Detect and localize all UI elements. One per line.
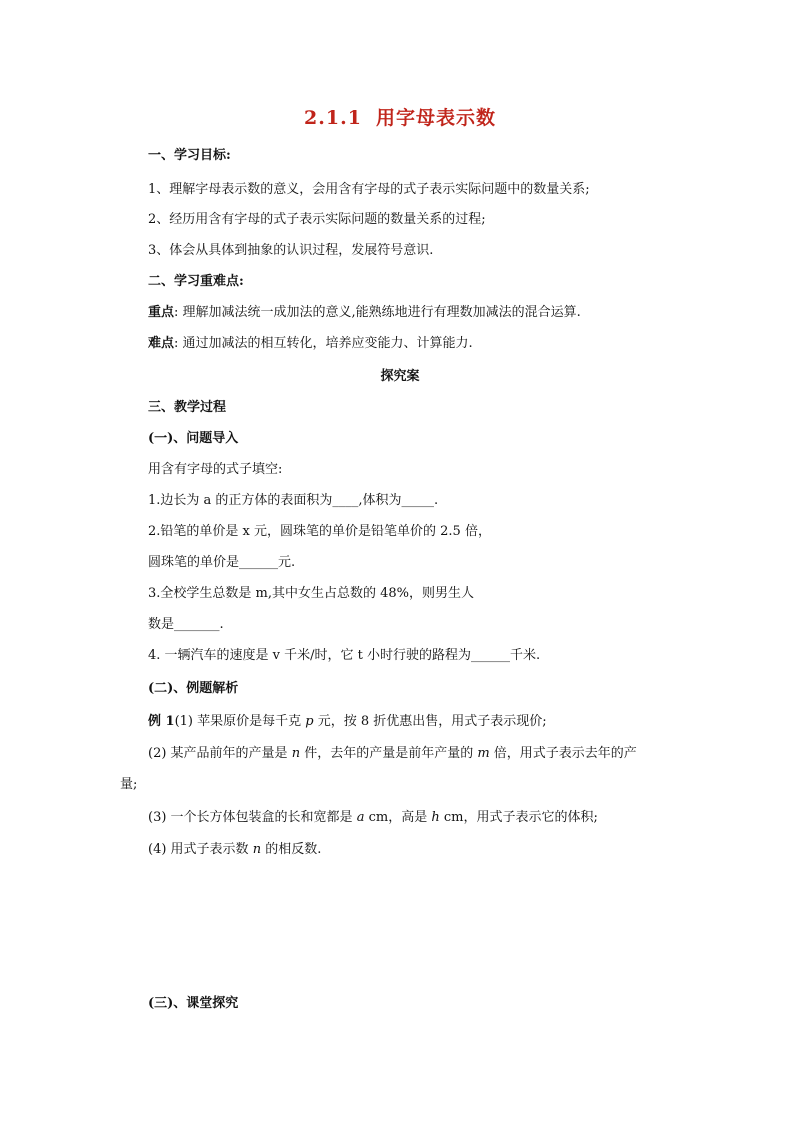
example-1-item-2 bbox=[148, 746, 637, 762]
explore-title: 探究案 bbox=[380, 369, 420, 384]
objective-3: 3、体会从具体到抽象的认识过程，发展符号意识. bbox=[148, 243, 434, 258]
difficult-point-text: : 通过加减法的相互转化，培养应变能力、计算能力. bbox=[174, 336, 473, 351]
example-2-var-n: n bbox=[291, 746, 301, 761]
example-1-text-b: 元，按 8 折优惠出售，用式子表示现价; bbox=[313, 714, 547, 729]
difficult-point-label: 难点 bbox=[148, 336, 175, 351]
key-point-text: : 理解加减法统一成加法的意义,能熟练地进行有理数加减法的混合运算. bbox=[174, 305, 581, 320]
section1-heading: 一、学习目标: bbox=[148, 148, 231, 163]
title-number: 2.1.1 bbox=[304, 107, 362, 129]
example-1-item-1 bbox=[148, 714, 547, 730]
question-3-line1: 3.全校学生总数是 m,其中女生占总数的 48%，则男生人 bbox=[148, 586, 475, 601]
objective-1: 1、理解字母表示数的意义，会用含有字母的式子表示实际问题中的数量关系; bbox=[148, 182, 590, 197]
example-3-text-a: (3) 一个长方体包装盒的长和宽都是 bbox=[148, 810, 357, 825]
section2-heading: 二、学习重难点: bbox=[148, 274, 244, 289]
example-3-var-a: a bbox=[356, 810, 365, 825]
example-4-text-a: (4) 用式子表示数 bbox=[148, 842, 253, 857]
example-4-text-b: 的相反数. bbox=[261, 842, 322, 857]
part1-intro: 用含有字母的式子填空: bbox=[148, 462, 283, 477]
question-4: 4. 一辆汽车的速度是 v 千米/时，它 t 小时行驶的路程为______千米. bbox=[148, 648, 541, 663]
question-1: 1.边长为 a 的正方体的表面积为____,体积为_____. bbox=[148, 493, 439, 508]
section3-heading: 三、教学过程 bbox=[148, 400, 227, 415]
example-3-text-c: cm，用式子表示它的体积; bbox=[439, 810, 598, 825]
example-1-item-4 bbox=[148, 842, 321, 858]
title-text: 用字母表示数 bbox=[375, 107, 496, 129]
part3-heading: (三)、课堂探究 bbox=[148, 996, 239, 1011]
example-3-text-b: cm，高是 bbox=[364, 810, 432, 825]
difficult-point bbox=[148, 336, 473, 352]
example-label: 例 1 bbox=[148, 714, 175, 729]
example-2-var-m: m bbox=[477, 746, 490, 761]
objective-2: 2、经历用含有字母的式子表示实际问题的数量关系的过程; bbox=[148, 212, 486, 227]
page-title bbox=[0, 107, 800, 129]
key-point bbox=[148, 305, 581, 321]
part1-heading: (一)、问题导入 bbox=[148, 431, 239, 446]
question-3-line2: 数是_______. bbox=[148, 617, 224, 632]
key-point-label: 重点 bbox=[148, 305, 175, 320]
example-4-var-n: n bbox=[252, 842, 262, 857]
question-2-line1: 2.铅笔的单价是 x 元，圆珠笔的单价是铅笔单价的 2.5 倍， bbox=[148, 524, 491, 539]
part2-heading: (二)、例题解析 bbox=[148, 681, 239, 696]
example-1-var-p: p bbox=[305, 714, 314, 729]
example-1-item-2-cont: 量; bbox=[120, 777, 138, 792]
example-2-text-b: 件，去年的产量是前年产量的 bbox=[300, 746, 478, 761]
example-2-text-a: (2) 某产品前年的产量是 bbox=[148, 746, 292, 761]
example-2-text-c: 倍，用式子表示去年的产 bbox=[489, 746, 637, 761]
question-2-line2: 圆珠笔的单价是______元. bbox=[148, 555, 296, 570]
example-3-var-h: h bbox=[431, 810, 440, 825]
example-1-item-3 bbox=[148, 810, 598, 826]
example-1-text-a: (1) 苹果原价是每千克 bbox=[174, 714, 306, 729]
